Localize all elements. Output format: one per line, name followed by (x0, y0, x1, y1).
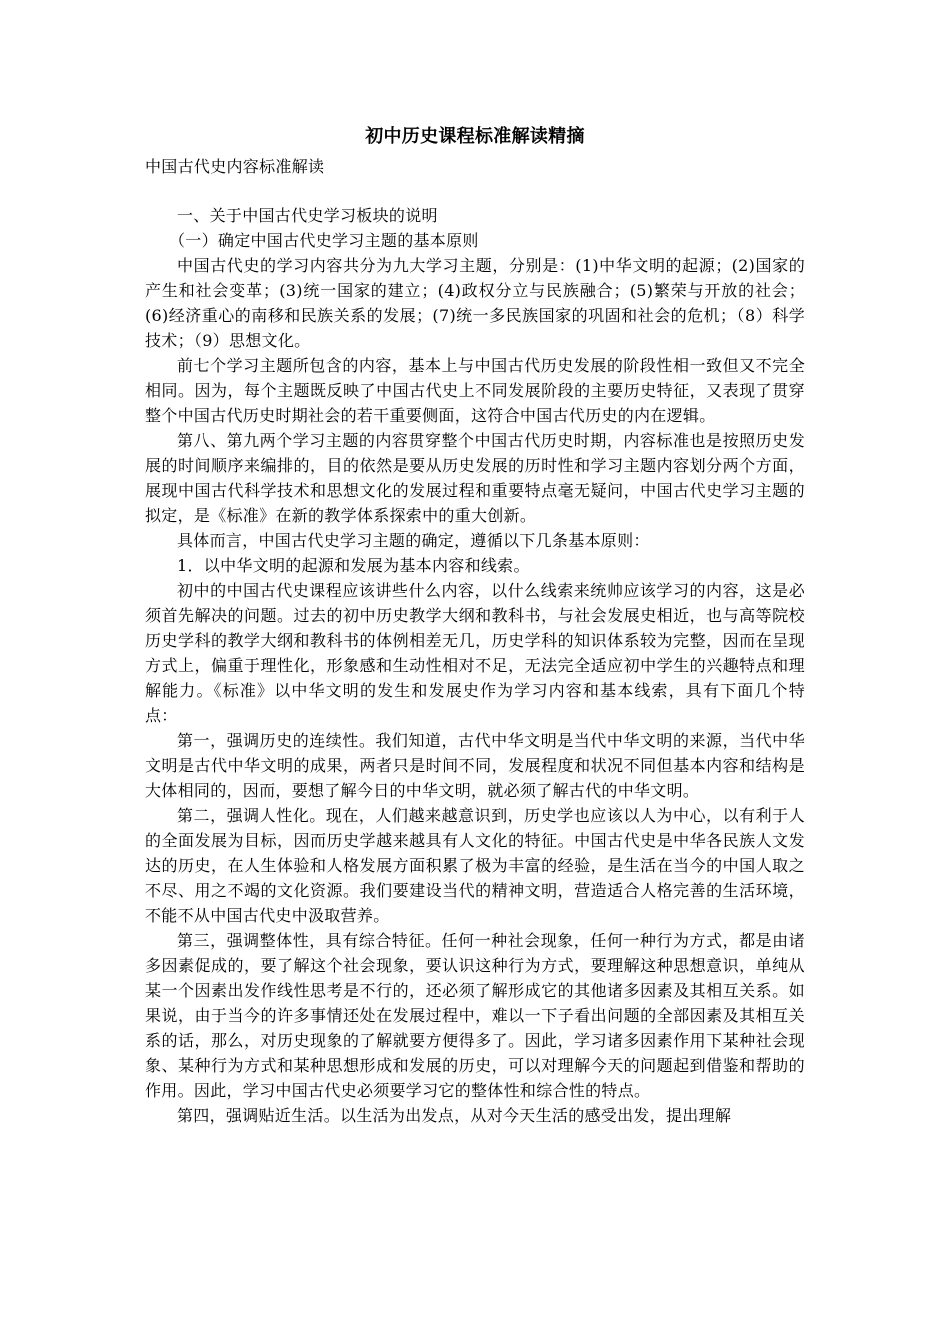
paragraph: 中国古代史的学习内容共分为九大学习主题，分别是：(1)中华文明的起源；(2)国家的产生和社会变革；(3)统一国家的建立；(4)政权分立与民族融合；(5)繁荣与开放的社会；(6)经济重心的南移和民族关系的发展；(7)统一多民族国家的巩固和社会的危机；（8）科学技术；（9）思想文化。 (145, 256, 805, 350)
paragraph: 第四，强调贴近生活。以生活为出发点，从对今天生活的感受出发，提出理解 (177, 1106, 732, 1125)
paragraph: 第八、第九两个学习主题的内容贯穿整个中国古代历史时期，内容标准也是按照历史发展的时间顺序来编排的，目的依然是要从历史发展的历时性和学习主题内容划分两个方面，展现中国古代科学技术和思想文化的发展过程和重要特点毫无疑问，中国古代史学习主题的拟定，是《标准》在新的教学体系探索中的重大创新。 (145, 431, 805, 525)
paragraph: 1．以中华文明的起源和发展为基本内容和线索。 (177, 556, 530, 575)
section-heading: 一、关于中国古代史学习板块的说明 (177, 206, 438, 225)
document-subtitle: 中国古代史内容标准解读 (145, 157, 325, 176)
paragraph: 第一，强调历史的连续性。我们知道，古代中华文明是当代中华文明的来源，当代中华文明是古代中华文明的成果，两者只是时间不同，发展程度和状况不同但基本内容和结构是大体相同的，因而，要想了解今日的中华文明，就必须了解古代的中华文明。 (145, 731, 805, 800)
subsection-heading: （一）确定中国古代史学习主题的基本原则 (169, 231, 479, 250)
paragraph: 初中的中国古代史课程应该讲些什么内容，以什么线索来统帅应该学习的内容，这是必须首先解决的问题。过去的初中历史教学大纲和教科书，与社会发展史相近，也与高等院校历史学科的教学大纲和教科书的体例相差无几，历史学科的知识体系较为完整，因而在呈现方式上，偏重于理性化，形象感和生动性相对不足，无法完全适应初中学生的兴趣特点和理解能力。《标准》以中华文明的发生和发展史作为学习内容和基本线索，具有下面几个特点： (145, 581, 805, 725)
document-title: 初中历史课程标准解读精摘 (365, 126, 585, 147)
paragraph: 前七个学习主题所包含的内容，基本上与中国古代历史发展的阶段性相一致但又不完全相同。因为，每个主题既反映了中国古代史上不同发展阶段的主要历史特征，又表现了贯穿整个中国古代历史时期社会的若干重要侧面，这符合中国古代历史的内在逻辑。 (145, 356, 805, 425)
paragraph: 具体而言，中国古代史学习主题的确定，遵循以下几条基本原则： (177, 531, 650, 550)
paragraph: 第三，强调整体性，具有综合特征。任何一种社会现象，任何一种行为方式，都是由诸多因素促成的，要了解这个社会现象，要认识这种行为方式，要理解这种思想意识，单纯从某一个因素出发作线性思考是不行的，还必须了解形成它的其他诸多因素及其相互关系。如果说，由于当今的许多事情还处在发展过程中，难以一下子看出问题的全部因素及其相互关系的话，那么，对历史现象的了解就要方便得多了。因此，学习诸多因素作用下某种社会现象、某种行为方式和某种思想形成和发展的历史，可以对理解今天的问题起到借鉴和帮助的作用。因此，学习中国古代史必须要学习它的整体性和综合性的特点。 (145, 931, 805, 1100)
document-page (145, 120, 805, 1128)
paragraph: 第二，强调人性化。现在，人们越来越意识到，历史学也应该以人为中心，以有利于人的全面发展为目标，因而历史学越来越具有人文化的特征。中国古代史是中华各民族人文发达的历史，在人生体验和人格发展方面积累了极为丰富的经验，是生活在当今的中国人取之不尽、用之不竭的文化资源。我们要建设当代的精神文明，营造适合人格完善的生活环境，不能不从中国古代史中汲取营养。 (145, 806, 805, 925)
